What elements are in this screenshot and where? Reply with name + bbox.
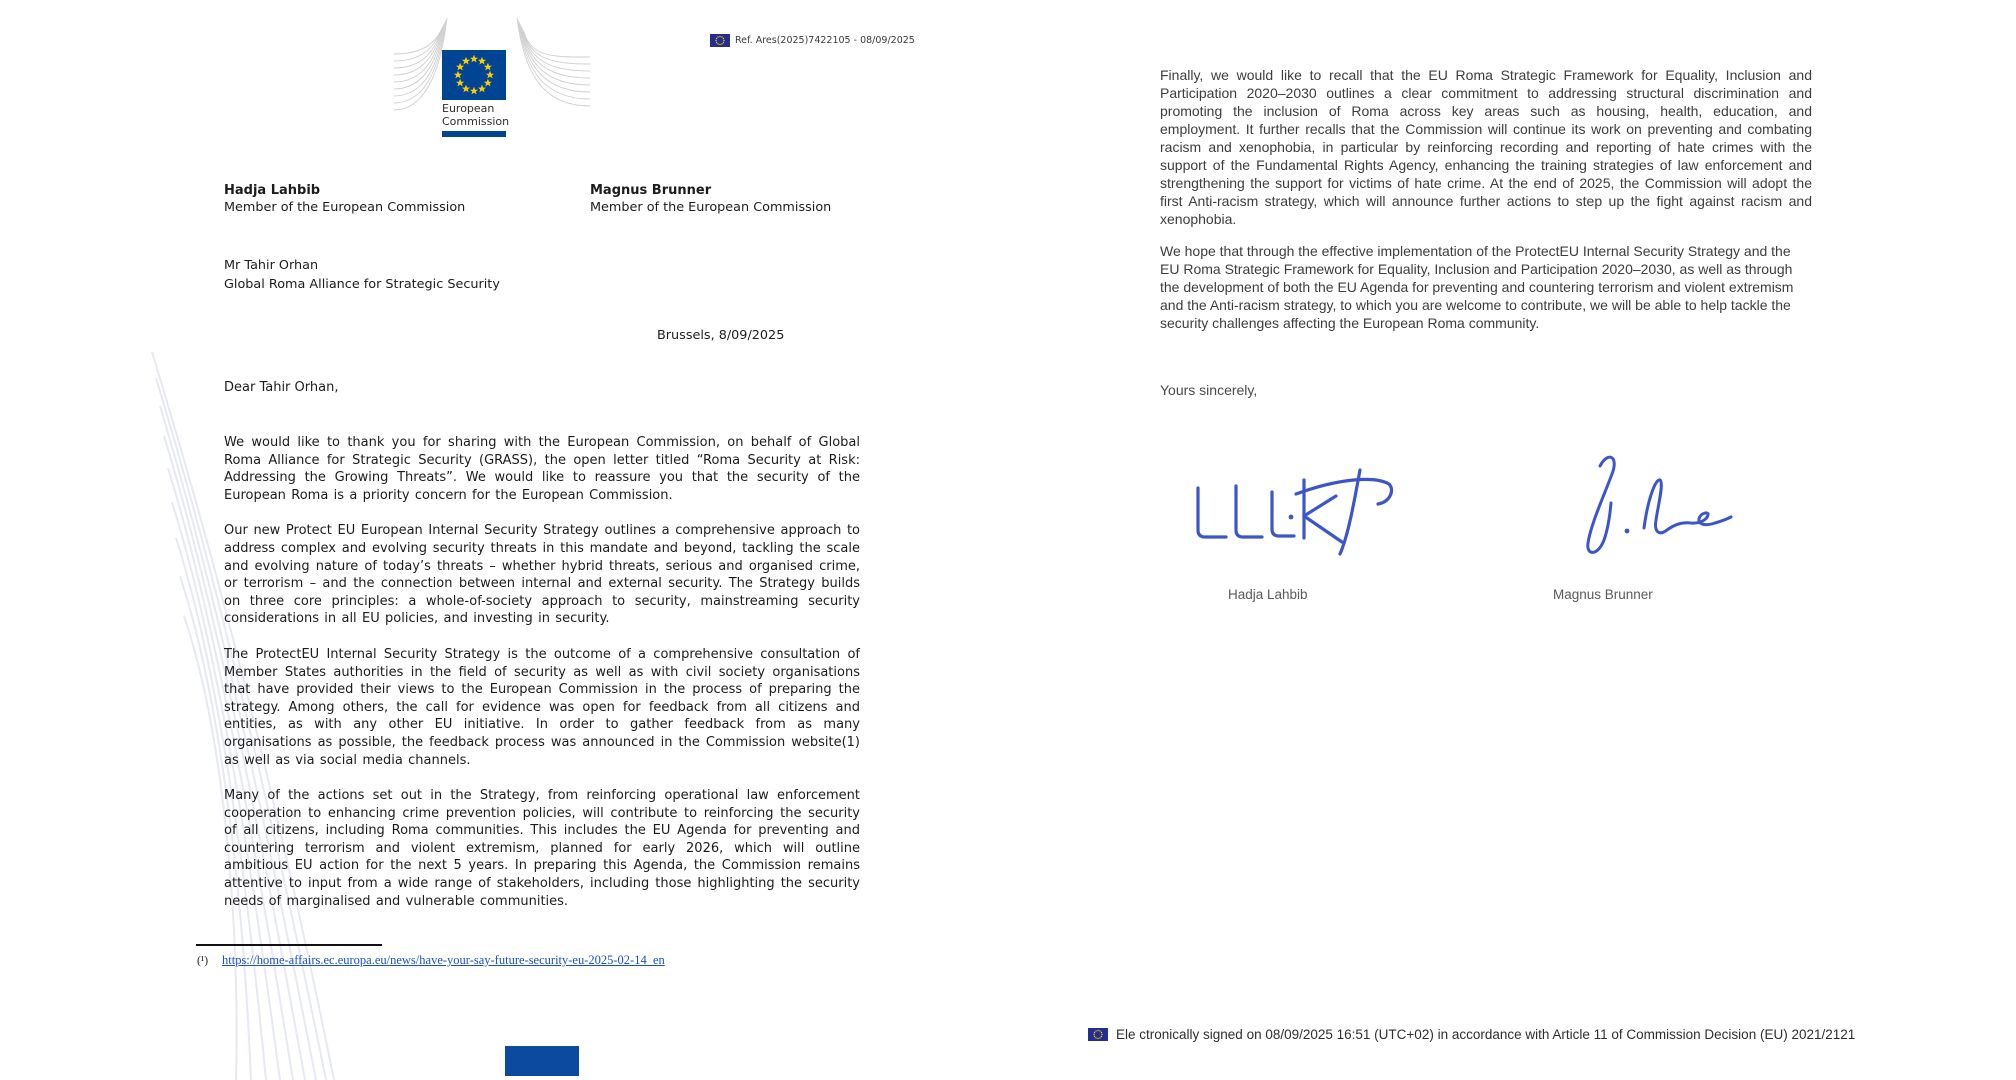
sender-name: Hadja Lahbib	[224, 183, 321, 198]
esign-notice	[1088, 1027, 1855, 1042]
signatory-name: Magnus Brunner	[1553, 587, 1653, 602]
letter-paragraph: Our new Protect EU European Internal Security Strategy outlines a comprehensive approach to address complex and evolving security threats in this mandate and beyond, tackling the scale and evolving nature of today’s threats – whether hybrid threats, serious and organised crime, or terrorism – and the connection between internal and external security. The Strategy builds on three core principles: a whole-of-society approach to security, mainstreaming security considerations in all EU policies, and investing in security.	[224, 523, 860, 627]
letter-paragraph: We would like to thank you for sharing with the European Commission, on behalf of Global Roma Alliance for Strategic Security (GRASS), the open letter titled “Roma Security at Risk: Addressing the Growing Threats”. We would like to reassure you that the security of the European Roma is a priority concern for the European Commission.	[224, 435, 860, 503]
recipient-org: Global Roma Alliance for Strategic Security	[224, 277, 500, 292]
sender-block-2	[590, 182, 831, 216]
letter-body-page1	[224, 434, 860, 928]
sender-title: Member of the European Commission	[590, 200, 832, 215]
dateline: Brussels, 8/09/2025	[657, 328, 785, 343]
sender-name: Magnus Brunner	[590, 183, 712, 198]
footnote-marker: (¹)	[197, 955, 209, 967]
ec-logo-line1: European	[442, 102, 495, 115]
recipient-block	[224, 256, 500, 294]
signatory-name: Hadja Lahbib	[1228, 587, 1308, 602]
letter-body-page2	[1160, 66, 1812, 346]
ec-logo	[392, 10, 592, 140]
esign-text: Ele ctronically signed on 08/09/2025 16:51 (UTC+02) in accordance with Article 11 of Commission Decision (EU) 2021/2121	[1116, 1027, 1856, 1042]
eu-flag-icon	[710, 34, 730, 47]
ref-ares-number: Ref. Ares(2025)7422105 - 08/09/2025	[735, 35, 915, 46]
signature-hadja-lahbib	[1190, 458, 1410, 568]
ec-logo-label	[442, 103, 509, 128]
letter-paragraph: The ProtectEU Internal Security Strategy is the outcome of a comprehensive consultation of Member States authorities in the field of security as well as with civil society organisations that have provided their views to the European Commission in the process of preparing the strategy. Among others, the call for evidence was open for feedback from all citizens and entities, as with any other EU initiative. In order to gather feedback from as many organisations as possible, the feedback process was announced in the Commission website(1) as well as via social media channels.	[224, 646, 860, 768]
eu-flag-icon	[1088, 1028, 1108, 1041]
ec-logo-line2: Commission	[442, 114, 510, 128]
salutation: Dear Tahir Orhan,	[224, 380, 339, 395]
ref-badge	[710, 34, 915, 47]
closing: Yours sincerely,	[1160, 382, 1258, 398]
footnote-link[interactable]: https://home-affairs.ec.europa.eu/news/have-your-say-future-security-eu-2025-02-14_en	[222, 953, 665, 967]
letter-paragraph: We hope that through the effective implementation of the ProtectEU Internal Security Strategy and the EU Roma Strategic Framework for Equality, Inclusion and Participation 2020–2030, as well as through the development of both the EU Agenda for preventing and countering terrorism and violent extremism and the Anti-racism strategy, to which you are welcome to contribute, we will be able to help tackle the security challenges affecting the European Roma community.	[1160, 243, 1794, 331]
logo-underline-bar	[442, 131, 506, 137]
signature-magnus-brunner	[1548, 448, 1738, 563]
sender-title: Member of the European Commission	[224, 200, 466, 215]
sender-block-1	[224, 182, 465, 216]
footer-blue-block	[505, 1046, 579, 1076]
footnote-rule	[196, 944, 382, 946]
letter-paragraph: Finally, we would like to recall that the EU Roma Strategic Framework for Equality, Inclusion and Participation 2020–2030 outlines a clear commitment to addressing structural discrimination and promoting the inclusion of Roma across key areas such as housing, health, education, and employment. It further recalls that the Commission will continue its work on preventing and combating racism and xenophobia, in particular by reinforcing recording and reporting of hate crimes with the support of the Fundamental Rights Agency, enhancing the training strategies of law enforcement and strengthening the support for victims of hate crime. At the end of 2025, the Commission will adopt the first Anti-racism strategy, which will announce further actions to step up the fight against racism and xenophobia.	[1160, 67, 1812, 227]
recipient-name: Mr Tahir Orhan	[224, 258, 319, 273]
letter-paragraph: Many of the actions set out in the Strategy, from reinforcing operational law enforcement cooperation to enhancing crime prevention policies, will contribute to reinforcing the security of all citizens, including Roma communities. This includes the EU Agenda for preventing and countering terrorism and violent extremism, planned for early 2026, which will outline ambitious EU action for the next 5 years. In preparing this Agenda, the Commission remains attentive to input from a wide range of stakeholders, including those highlighting the security needs of marginalised and vulnerable communities.	[224, 788, 860, 909]
